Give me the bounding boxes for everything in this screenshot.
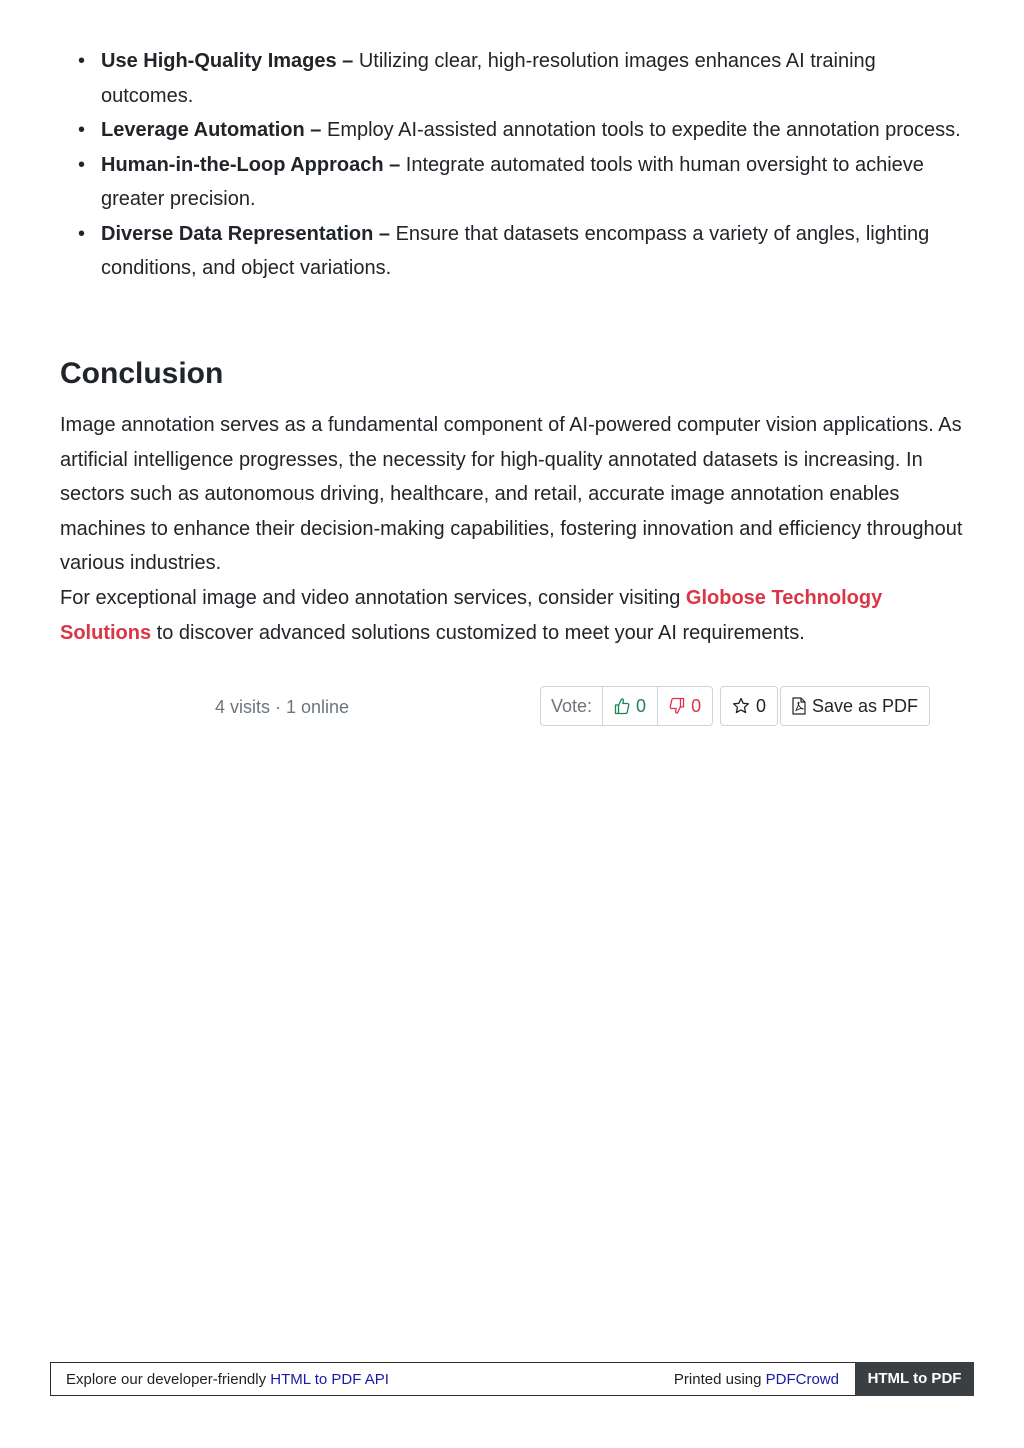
tips-list — [60, 44, 965, 286]
html-to-pdf-badge[interactable]: HTML to PDF — [855, 1362, 974, 1396]
vote-label: Vote: — [541, 687, 603, 725]
section-heading: Conclusion — [60, 357, 224, 390]
conclusion-body — [60, 408, 965, 650]
footer-left-prefix: Explore our developer-friendly — [66, 1371, 271, 1388]
upvote-button[interactable] — [603, 687, 658, 725]
list-item — [78, 44, 965, 113]
list-item-text: Utilizing clear, high-resolution images enhances AI training outcomes. — [101, 50, 876, 107]
list-item — [78, 148, 965, 217]
article-content — [60, 44, 965, 644]
favorite-count: 0 — [756, 695, 767, 716]
list-item-text: Employ AI-assisted annotation tools to expedite the annotation process. — [321, 119, 961, 141]
conclusion-paragraph-cta — [60, 581, 965, 650]
thumbs-down-icon — [669, 697, 685, 715]
upvote-count: 0 — [636, 696, 647, 716]
footer-left-text — [66, 1371, 389, 1388]
vote-group — [540, 686, 713, 726]
downvote-count: 0 — [691, 696, 702, 716]
list-item-title: Diverse Data Representation – — [101, 222, 391, 245]
favorite-button[interactable] — [720, 686, 778, 726]
save-as-pdf-label: Save as PDF — [812, 695, 919, 716]
pdfcrowd-link[interactable]: PDFCrowd — [765, 1371, 839, 1388]
list-item-title: Use High-Quality Images – — [101, 50, 354, 72]
cta-text-after: to discover advanced solutions customized to meet your AI requirements. — [151, 621, 805, 644]
downvote-button[interactable] — [658, 687, 712, 725]
html-to-pdf-api-link[interactable]: HTML to PDF API — [270, 1371, 389, 1388]
star-icon — [732, 697, 750, 715]
thumbs-up-icon — [614, 697, 630, 715]
globose-link[interactable]: Globose Technology Solutions — [60, 586, 883, 644]
bullet-dot: • — [78, 50, 86, 72]
list-item — [78, 217, 965, 286]
list-item-title: Leverage Automation – — [101, 119, 322, 141]
cta-text-before: For exceptional image and video annotation services, consider visiting — [60, 586, 686, 609]
list-item — [78, 113, 965, 148]
file-pdf-icon — [792, 697, 806, 715]
visits-counter: 4 visits · 1 online — [215, 697, 350, 717]
list-item-text: Integrate automated tools with human oversight to achieve greater precision. — [101, 153, 924, 210]
list-item-title: Human-in-the-Loop Approach – — [101, 153, 401, 176]
save-as-pdf-button[interactable] — [780, 686, 930, 726]
conclusion-paragraph: Image annotation serves as a fundamental component of AI-powered computer vision applications. As artificial intelligence progresses, the necessity for high-quality annotated datasets is increasing. In sectors such as autonomous driving, healthcare, and retail, accurate image annotation enables machines to enhance their decision-making capabilities, fostering innovation and efficiency throughout various industries. — [60, 414, 963, 575]
bullet-dot: • — [78, 153, 86, 176]
bullet-dot: • — [78, 119, 86, 141]
post-actions-bar — [0, 686, 1024, 728]
bullet-dot: • — [78, 222, 86, 245]
pdfcrowd-footer — [50, 1362, 974, 1396]
footer-right-prefix: Printed using — [673, 1371, 766, 1388]
list-item-text: Ensure that datasets encompass a variety of angles, lighting conditions, and object variations. — [101, 222, 930, 279]
footer-right-text — [674, 1371, 839, 1388]
